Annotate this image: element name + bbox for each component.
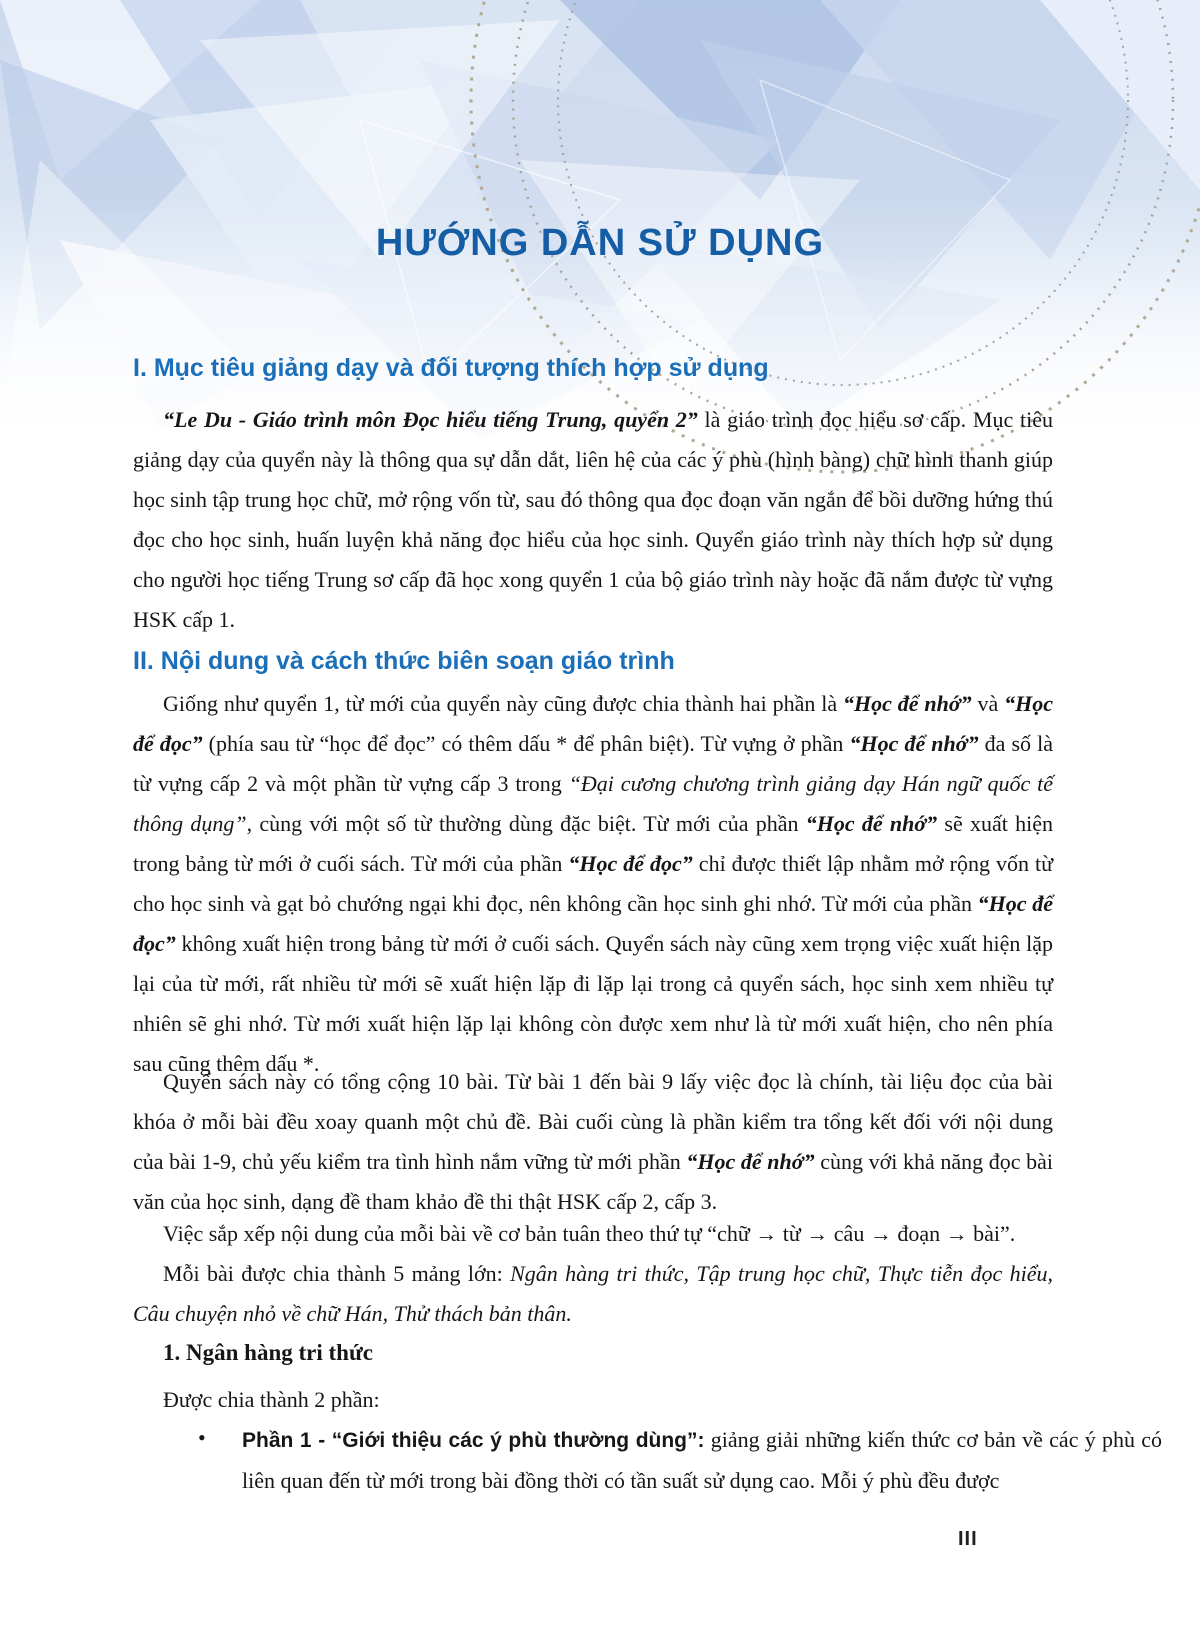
list-item (133, 1420, 1162, 1501)
page-number: III (958, 1528, 978, 1550)
section-2-paragraph-4: Mỗi bài được chia thành 5 mảng lớn: Ngân hàng tri thức, Tập trung học chữ, Thực tiễn đọc hiểu, Câu chuyện nhỏ về chữ Hán, Thử thách bản thân. (133, 1261, 1053, 1326)
subsection-1-intro: Được chia thành 2 phần: (163, 1387, 380, 1412)
section-2-paragraph-1: Giống như quyển 1, từ mới của quyển này cũng được chia thành hai phần là “Học để nhớ” và “Học để đọc” (phía sau từ “học để đọc” có thêm dấu * để phân biệt). Từ vựng ở phần “Học để nhớ” đa số là từ vựng cấp 2 và một phần từ vựng cấp 3 trong “Đại cương chương trình giảng dạy Hán ngữ quốc tế thông dụng”, cùng với một số từ thường dùng đặc biệt. Từ mới của phần “Học để nhớ” sẽ xuất hiện trong bảng từ mới ở cuối sách. Từ mới của phần “Học để đọc” chỉ được thiết lập nhằm mở rộng vốn từ cho học sinh và gạt bỏ chướng ngại khi đọc, nên không cần học sinh ghi nhớ. Từ mới của phần “Học để đọc” không xuất hiện trong bảng từ mới ở cuối sách. Quyển sách này cũng xem trọng việc xuất hiện lặp lại của từ mới, rất nhiều từ mới sẽ xuất hiện lặp đi lặp lại trong cả quyển sách, học sinh xem nhiều tự nhiên sẽ ghi nhớ. Từ mới xuất hiện lặp lại không còn được xem như là từ mới xuất hiện, cho nên phía sau cũng thêm dấu *. (133, 691, 1054, 1076)
section-1-heading: I. Mục tiêu giảng dạy và đối tượng thích hợp sử dụng (133, 354, 769, 382)
section-2-paragraph-2: Quyển sách này có tổng cộng 10 bài. Từ bài 1 đến bài 9 lấy việc đọc là chính, tài liệu đọc của bài khóa ở mỗi bài đều xoay quanh một chủ đề. Bài cuối cùng là phần kiểm tra tổng kết đối với nội dung của bài 1-9, chủ yếu kiểm tra tình hình nắm vững từ mới phần “Học để nhớ” cùng với khả năng đọc bài văn của học sinh, dạng đề tham khảo đề thi thật HSK cấp 2, cấp 3. (133, 1069, 1053, 1214)
section-2-heading: II. Nội dung và cách thức biên soạn giáo trình (133, 647, 675, 675)
section-2-paragraph-3: Việc sắp xếp nội dung của mỗi bài về cơ bản tuân theo thứ tự “chữ → từ → câu → đoạn → bài”. (163, 1221, 1016, 1246)
subsection-1-heading: 1. Ngân hàng tri thức (163, 1340, 373, 1365)
section-1-paragraph-1: “Le Du - Giáo trình môn Đọc hiểu tiếng Trung, quyển 2” là giáo trình đọc hiểu sơ cấp. Mục tiêu giảng dạy của quyển này là thông qua sự dẫn dắt, liên hệ của các ý phù (hình bàng) chữ hình thanh giúp học sinh tập trung học chữ, mở rộng vốn từ, sau đó thông qua đọc đoạn văn ngắn để bồi dưỡng hứng thú đọc cho học sinh, huấn luyện khả năng đọc hiểu của học sinh. Quyển giáo trình này thích hợp sử dụng cho người học tiếng Trung sơ cấp đã học xong quyển 1 của bộ giáo trình này hoặc đã nắm được từ vựng HSK cấp 1. (133, 407, 1053, 632)
list-item-text: Phần 1 - “Giới thiệu các ý phù thường dùng”: giảng giải những kiến thức cơ bản về các ý phù có liên quan đến từ mới trong bài đồng thời có tần suất sử dụng cao. Mỗi ý phù đều được (242, 1427, 1162, 1493)
page-title: HƯỚNG DẪN SỬ DỤNG (375, 222, 825, 264)
bullet-dot-icon: • (198, 1425, 206, 1450)
